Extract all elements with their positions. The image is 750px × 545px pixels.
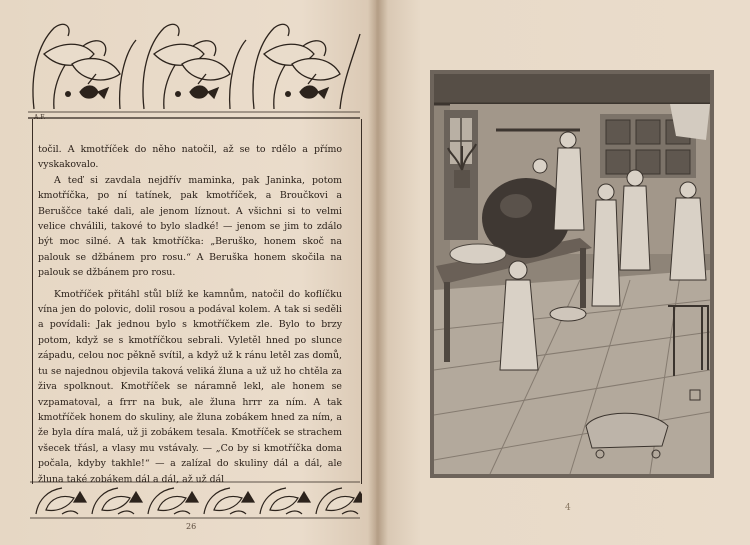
paragraph: točil. A kmotříček do něho natočil, až se to rdělo a přímo vyskakovalo. (38, 144, 342, 171)
paragraph: Kmotříček přitáhl stůl blíž ke kamnům, natočil do koflíčku vína jen do polovic, dolil rosou a podával kolem. A tak si seděli a povídali: Jak jednou bylo s kmotříčkem zle. Bylo to brzy potom, když se s kmotříčkou sebrali. Vyletěl hned po slunce západu, celou noc pěkně svítil, a když už k ránu letěl zas domů, tu se najednou objevila taková veliká žluna a už už ho chtěla za živa spolknout. Kmotříček se náramně lekl, ale honem se vzpamatoval, a frrr na buk, ale žluna hrrr za ním. A tak kmotříček honem do skuliny, ale žluna zobákem hned za ním, a že byla díra malá, už ji zobákem tesala. Kmotříček se strachem všecek třásl, a vlasy mu vstávaly. — „Co by si kmotříčka doma počala, kdyby takhle!“ — a zalízal do skuliny dál a dál, ale žluna také zobákem dál a dál, až už dál (38, 288, 342, 485)
artist-initials: A.F. (34, 114, 46, 121)
right-page-mark: 4 (565, 503, 571, 513)
paragraph: A teď si zavdala nejdřív maminka, pak Janinka, potom kmotříčka, po ní tatínek, pak kmotříček, a Broučkovi a Beruščce také dali, ale jenom líznout. A všichni si to velmi velice chválili, takové to bylo sladké! — jenom se jim to zdálo být moc silné. A tak kmotříčka: „Beruško, honem skoč na palouk se džbánem pro rosu.“ A Beruška honem skočila na palouk se džbánem pro rosu. (38, 174, 342, 279)
body-text (38, 142, 342, 487)
book-gutter (368, 0, 388, 545)
floral-footer-border (28, 480, 362, 520)
page-number: 26 (186, 522, 197, 531)
illustration-kitchen-scene (430, 70, 714, 478)
floral-header-border (24, 14, 364, 122)
